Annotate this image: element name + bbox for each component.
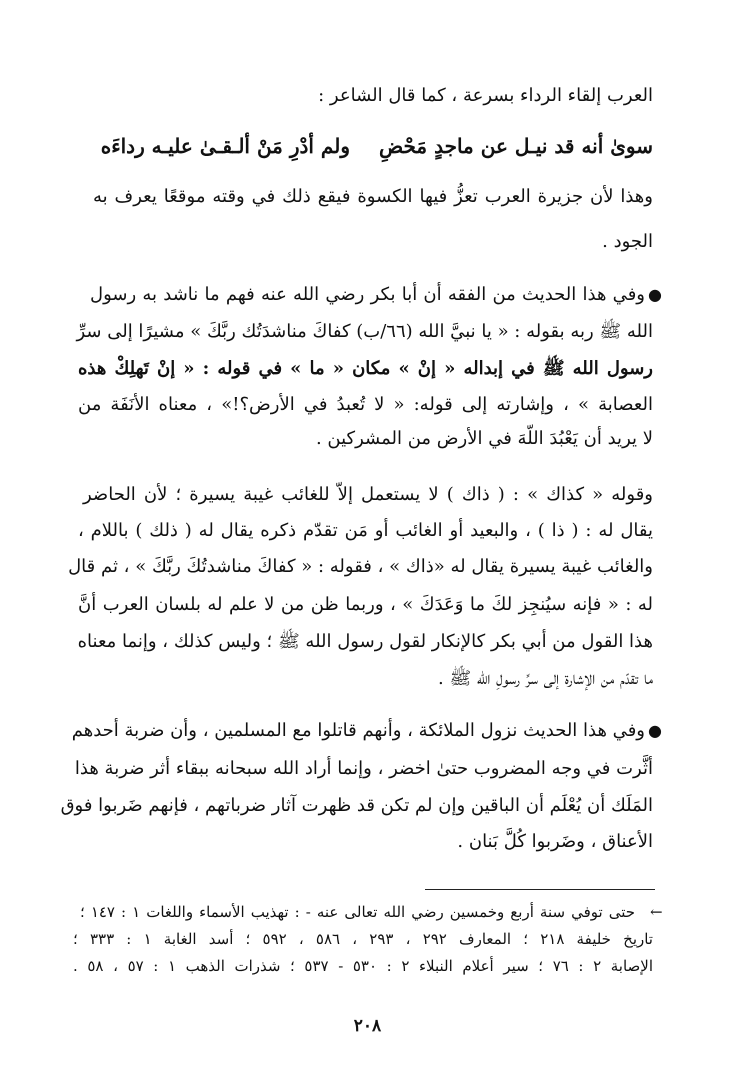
footnote-line: تاريخ خليفة ٢١٨ ؛ المعارف ٢٩٢ ، ٢٩٣ ، ٥٨٦ ، ٥٩٢ ؛ أسد الغابة ١ : ٣٣٣ ؛ <box>73 930 653 948</box>
verse-hemistich-second: سوىٰ أنه قد نيـل عن ماجدٍ مَحْضِ <box>379 134 653 158</box>
verse-hemistich-first: ولم أدْرِ مَنْ ألـقـىٰ عليـه رداءَه <box>100 134 350 158</box>
footnote-continuation-arrow: ← <box>650 903 663 921</box>
footnote-separator <box>425 889 655 890</box>
body-line: أثَّرت في وجه المضروب حتىٰ اخضر ، وإنما أراد الله سبحانه ببقاء أثر ضربة هذا <box>74 758 653 779</box>
footnote-line: حتى توفي سنة أربع وخمسين رضي الله تعالى عنه - : تهذيب الأسماء واللغات ١ : ١٤٧ ؛ <box>80 903 635 921</box>
body-line: له : « فإنه سيُنجِز لكَ ما وَعَدَكَ » ، وربما ظن من لا علم له بلسان العرب أنَّ <box>78 594 653 615</box>
body-line: الأعناق ، وضَربوا كُلَّ بَنان . <box>457 831 653 852</box>
body-line: والغائب غيبة يسيرة يقال له «ذاك » ، فقوله : « كفاكَ مناشدتُكَ ربَّكَ » ، ثم قال <box>68 556 653 577</box>
body-line: الجود . <box>602 231 653 252</box>
body-line: الله ﷺ ربه بقوله : « يا نبيَّ الله (٦٦/ب) كفاكَ مناشدَتُك ربَّكَ » مشيرًا إلى سرِّ <box>76 321 653 342</box>
body-line: وهذا لأن جزيرة العرب تعزُّ فيها الكسوة فيقع ذلك في وقته موقعًا يعرف به <box>93 186 653 207</box>
body-line: رسول الله ﷺ في إبداله « إنْ » مكان « ما » في قوله : « إنْ تَهلِكْ هذه <box>78 358 653 379</box>
body-line: يقال له : ( ذا ) ، والبعيد أو الغائب أو مَن تقدّم ذكره يقال له ( ذلك ) باللام ، <box>78 520 653 541</box>
body-line: العرب إلقاء الرداء بسرعة ، كما قال الشاعر : <box>318 85 653 106</box>
body-line: هذا القول من أبي بكر كالإنكار لقول رسول الله ﷺ ؛ وليس كذلك ، وإنما معناه <box>77 631 653 652</box>
body-line: العصابة » ، وإشارته إلى قوله: « لا تُعبدُ في الأرض؟!» ، معناه الأنَفَة من <box>78 394 653 415</box>
paragraph-bullet: ● <box>648 285 662 304</box>
body-line: لا يريد أن يَعْبُدَ اللّهَ في الأرض من المشركين . <box>315 428 653 449</box>
body-line: وقوله « كذاك » : ( ذاك ) لا يستعمل إلاّ للغائب غيبة يسيرة ؛ لأن الحاضر <box>83 484 653 505</box>
body-line: المَلَك أن يُعْلَم أن الباقين وإن لم تكن قد ظهرت آثار ضرباتهم ، فإنهم ضَربوا فوق <box>60 795 653 816</box>
body-line: وفي هذا الحديث من الفقه أن أبا بكر رضي الله عنه فهم ما ناشد به رسول <box>90 284 645 305</box>
body-line: وفي هذا الحديث نزول الملائكة ، وأنهم قاتلوا مع المسلمين ، وأن ضربة أحدهم <box>71 720 645 741</box>
body-line: ما تقدّم من الإشارة إلى سرِّ رسولِ الله ﷺ . <box>438 668 653 689</box>
page-number: ٢٠٨ <box>353 1016 382 1036</box>
paragraph-bullet: ● <box>648 721 662 740</box>
footnote-line: الإصابة ٢ : ٧٦ ؛ سير أعلام النبلاء ٢ : ٥٣٠ - ٥٣٧ ؛ شذرات الذهب ١ : ٥٧ ، ٥٨ . <box>73 957 653 975</box>
